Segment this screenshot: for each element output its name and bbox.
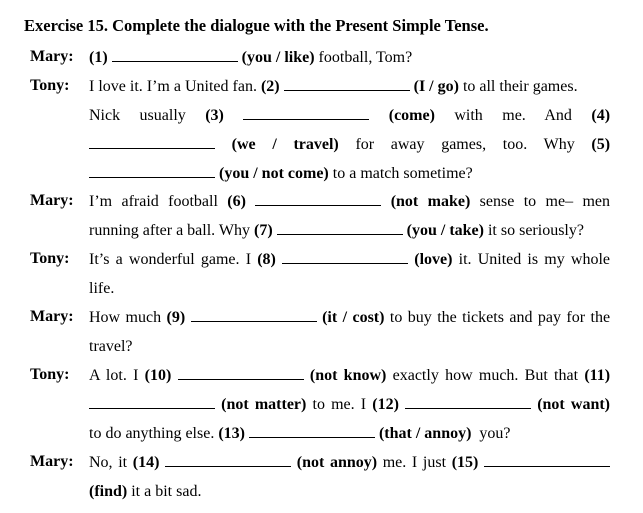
dialogue-text: Nick	[89, 107, 121, 124]
exercise-title: Exercise 15. Complete the dialogue with the Present Simple Tense.	[24, 16, 489, 35]
answer-blank[interactable]	[282, 262, 408, 264]
dialogue-text: away	[390, 136, 425, 153]
item-number: (14)	[132, 454, 160, 471]
dialogue-line	[89, 337, 610, 357]
answer-blank[interactable]	[284, 89, 410, 91]
dialogue-line	[89, 221, 610, 241]
dialogue-line	[89, 279, 610, 299]
dialogue-text: How much	[89, 309, 162, 326]
dialogue-text: I love it. I’m a United fan.	[89, 78, 257, 95]
dialogue-line	[89, 482, 610, 502]
verb-cue: (not matter)	[221, 396, 307, 413]
dialogue-text: exactly how much. But that	[392, 367, 579, 384]
verb-cue: /	[272, 136, 277, 153]
dialogue-text: to all their games.	[462, 78, 578, 95]
dialogue-text: to do anything else.	[89, 425, 215, 442]
verb-cue: (we	[231, 136, 256, 153]
dialogue-text: running after a ball. Why	[89, 222, 250, 239]
dialogue-text: to buy the tickets and pay for the	[389, 309, 611, 326]
dialogue-text: me. I just	[382, 454, 447, 471]
item-number: (9)	[166, 309, 186, 326]
dialogue-text: sense to me– men	[479, 193, 610, 210]
dialogue-line	[89, 48, 610, 68]
dialogue-text: games,	[441, 136, 487, 153]
answer-blank[interactable]	[178, 378, 304, 380]
verb-cue: travel)	[293, 136, 339, 153]
answer-blank[interactable]	[243, 118, 369, 120]
answer-blank[interactable]	[249, 436, 375, 438]
speaker-mary: Mary:	[30, 308, 74, 325]
dialogue-text: travel?	[89, 338, 133, 355]
dialogue-line	[89, 308, 610, 328]
dialogue-line	[89, 366, 610, 386]
dialogue-text: it so seriously?	[487, 222, 584, 239]
item-number: (15)	[451, 454, 479, 471]
dialogue-text: for	[355, 136, 375, 153]
dialogue-text: A lot. I	[89, 367, 139, 384]
verb-cue: (find)	[89, 483, 128, 500]
verb-cue: (you / like)	[241, 49, 315, 66]
answer-blank[interactable]	[89, 176, 215, 178]
dialogue-text: usually	[139, 107, 186, 124]
dialogue-line	[89, 77, 610, 97]
item-number: (12)	[372, 396, 399, 413]
verb-cue: (not know)	[309, 367, 387, 384]
item-number: (5)	[591, 136, 611, 153]
dialogue-line	[89, 453, 610, 473]
answer-blank[interactable]	[277, 233, 403, 235]
dialogue-text: It’s a wonderful game. I	[89, 251, 252, 268]
item-number: (4)	[591, 107, 611, 124]
item-number: (13)	[218, 425, 245, 442]
dialogue-text: life.	[89, 280, 115, 297]
item-number: (7)	[253, 222, 273, 239]
item-number: (8)	[257, 251, 276, 268]
dialogue-text: me.	[502, 107, 526, 124]
answer-blank[interactable]	[89, 407, 215, 409]
dialogue-line	[89, 135, 610, 155]
speaker-mary: Mary:	[30, 192, 74, 209]
dialogue-line	[89, 192, 610, 212]
dialogue-text: too.	[502, 136, 528, 153]
dialogue-text: football, Tom?	[318, 49, 413, 66]
verb-cue: (it / cost)	[322, 309, 385, 326]
dialogue-line	[89, 395, 610, 415]
answer-blank[interactable]	[89, 147, 215, 149]
dialogue-text: No, it	[89, 454, 128, 471]
speaker-mary: Mary:	[30, 48, 74, 65]
dialogue-text: it. United is my whole	[458, 251, 611, 268]
dialogue-line	[89, 424, 610, 444]
dialogue-line	[89, 250, 610, 270]
answer-blank[interactable]	[112, 60, 238, 62]
verb-cue: (not make)	[390, 193, 471, 210]
verb-cue: (come)	[388, 107, 435, 124]
dialogue-text: you?	[479, 425, 511, 442]
dialogue-text: to a match sometime?	[332, 165, 473, 182]
dialogue-line	[89, 164, 610, 184]
verb-cue: (not annoy)	[296, 454, 378, 471]
dialogue-text: to me. I	[312, 396, 367, 413]
verb-cue: (that / annoy)	[378, 425, 472, 442]
answer-blank[interactable]	[405, 407, 531, 409]
verb-cue: (love)	[414, 251, 453, 268]
speaker-tony: Tony:	[30, 366, 70, 383]
answer-blank[interactable]	[484, 465, 610, 467]
item-number: (2)	[260, 78, 280, 95]
item-number: (11)	[584, 367, 611, 384]
answer-blank[interactable]	[255, 204, 381, 206]
dialogue-text: with	[454, 107, 483, 124]
verb-cue: (I / go)	[413, 78, 459, 95]
dialogue-text: And	[544, 107, 572, 124]
verb-cue: (not want)	[537, 396, 610, 413]
speaker-mary: Mary:	[30, 453, 74, 470]
speaker-tony: Tony:	[30, 77, 70, 94]
item-number: (3)	[205, 107, 224, 124]
dialogue-text: I’m afraid football	[89, 193, 218, 210]
dialogue-line	[89, 106, 610, 126]
item-number: (1)	[89, 49, 108, 66]
item-number: (10)	[144, 367, 172, 384]
item-number: (6)	[227, 193, 246, 210]
answer-blank[interactable]	[191, 320, 317, 322]
answer-blank[interactable]	[165, 465, 291, 467]
verb-cue: (you / take)	[406, 222, 484, 239]
dialogue-text: Why	[543, 136, 575, 153]
dialogue-text: it a bit sad.	[131, 483, 202, 500]
speaker-tony: Tony:	[30, 250, 70, 267]
verb-cue: (you / not come)	[219, 165, 329, 182]
